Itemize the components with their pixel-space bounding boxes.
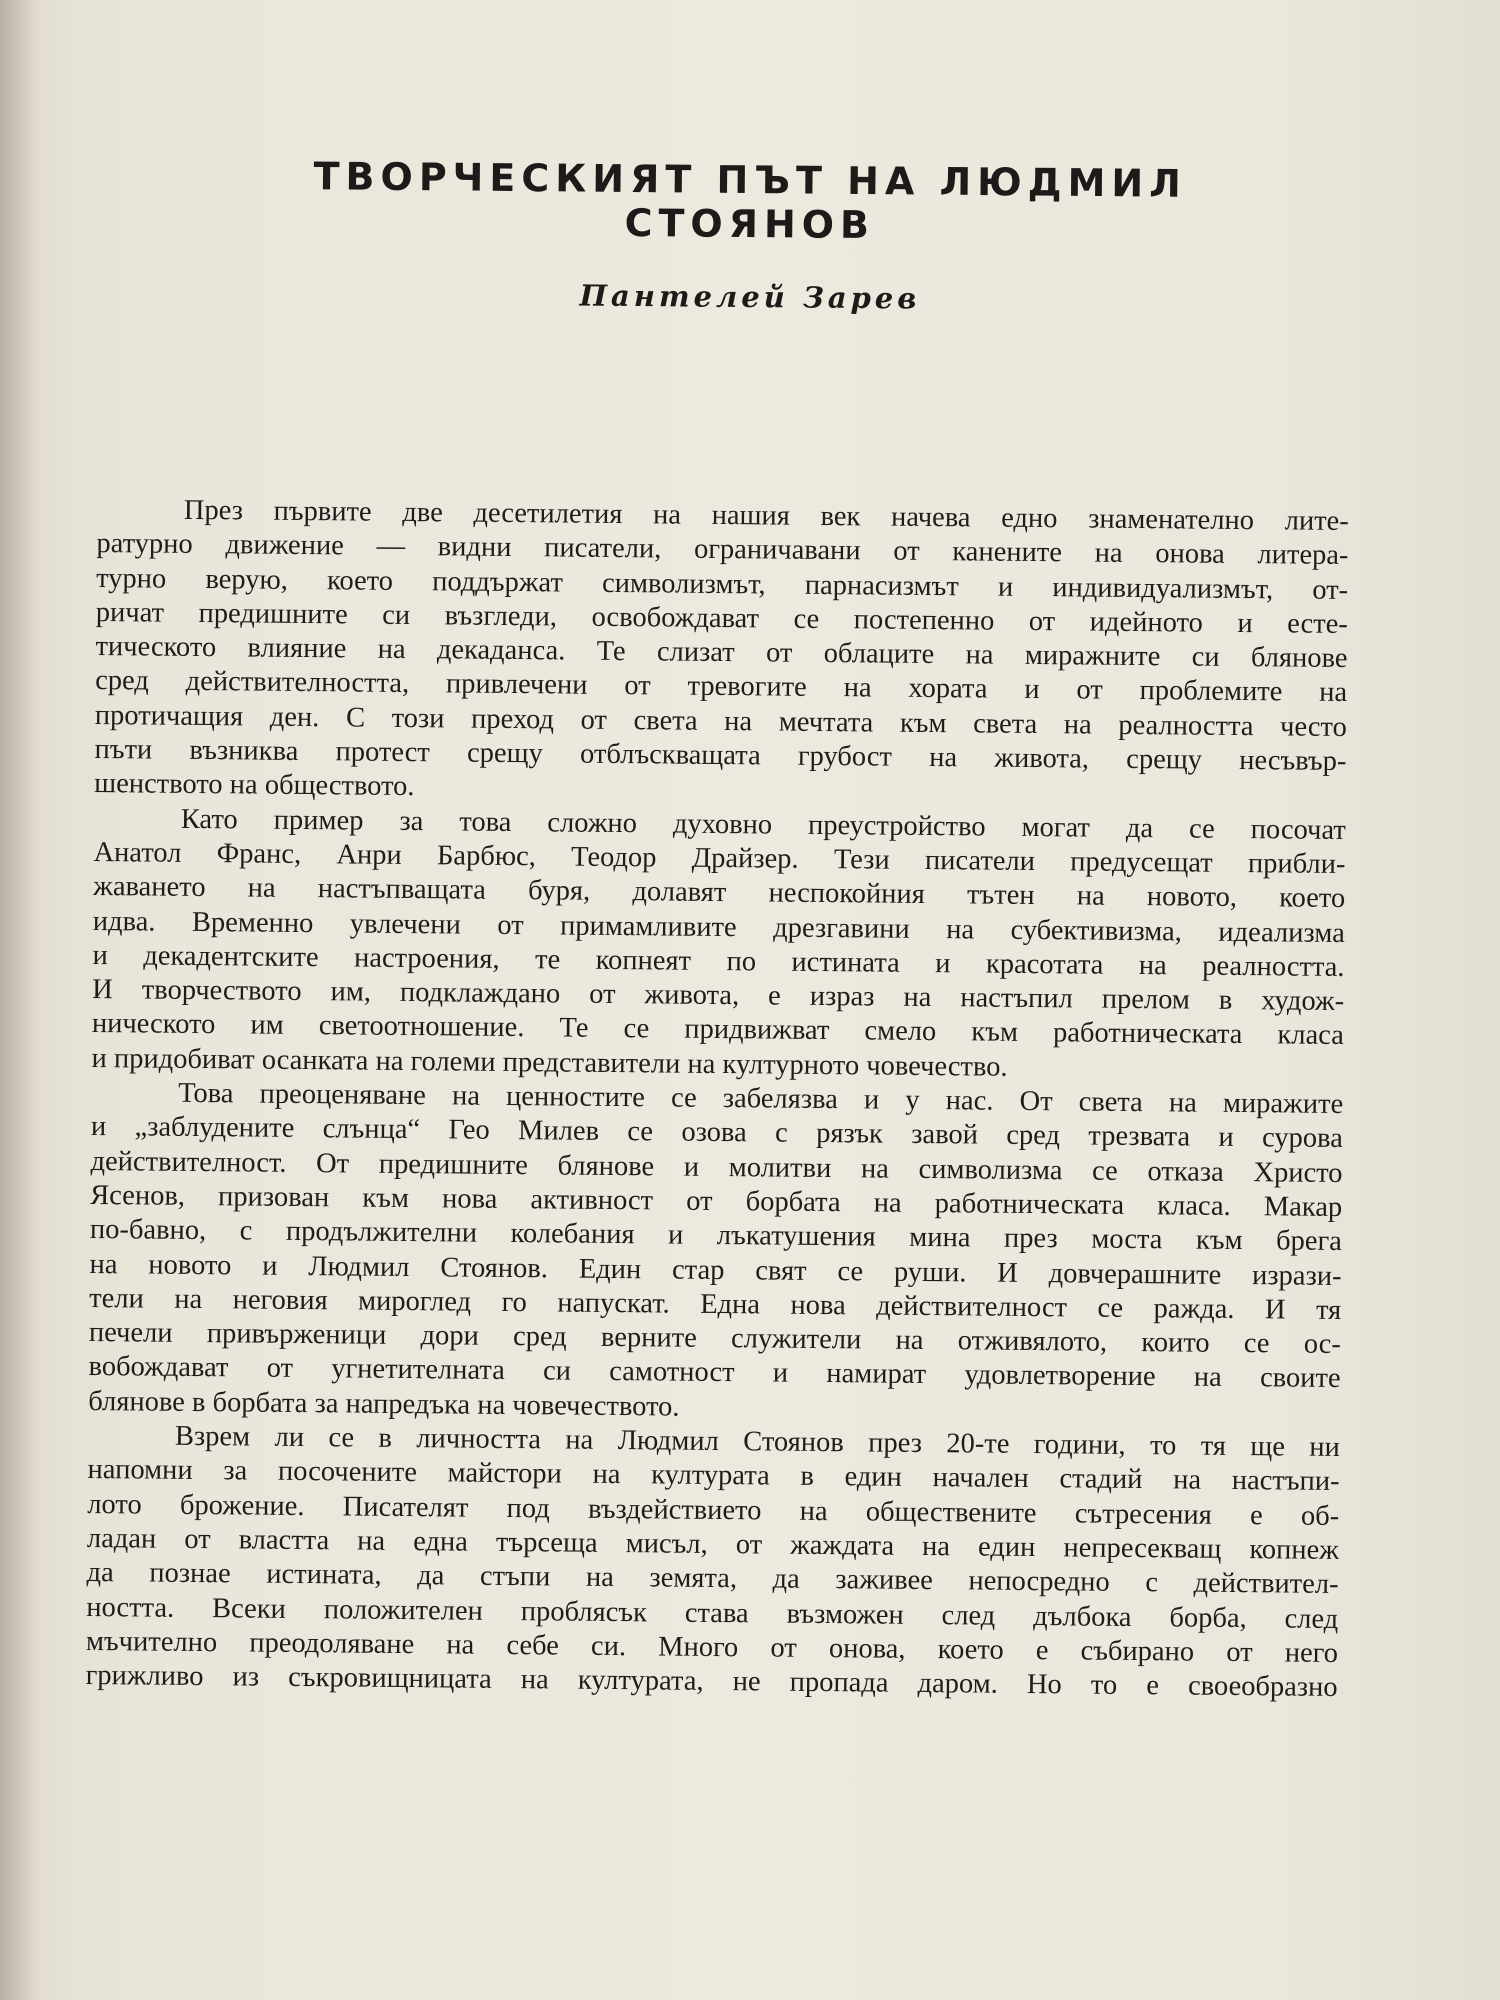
text-line: действителност. От предишните блянове и молитви на символизма се отказа Христо (90, 1145, 1343, 1189)
text-line: и декадентските настроения, те копнеят по истината и красотата на реалността. (92, 939, 1345, 983)
text-line: ническото им светоотношение. Те се придвижват смело към работническата класа (91, 1008, 1344, 1052)
text-line: жаването на настъпващата буря, долавят неспокойния тътен на новото, което (93, 871, 1346, 915)
text-line: и „заблудените слънца“ Гео Милев се озова с рязък завой сред трезвата и сурова (90, 1111, 1344, 1155)
text-line: блянове в борбата за напредъка на човечеството. (88, 1385, 680, 1423)
article-author: Пантелей Зарев (579, 278, 921, 316)
text-line: да познае истината, да стъпи на земята, да заживее непосредно с действител- (86, 1557, 1339, 1601)
text-line: лото брожение. Писателят под въздействието на обществените сътресения е об- (87, 1488, 1340, 1532)
text-line: През първите две десетилетия на нашия век начева едно знаменателно лите- (183, 494, 1349, 538)
text-line: напомни за посочените майстори на културата в един начален стадий на настъпи- (87, 1454, 1340, 1498)
text-line: Анатол Франс, Анри Барбюс, Теодор Драйзер. Тези писатели предусещат прибли- (93, 836, 1346, 880)
text-line: идва. Временно увлечени от примамливите дрезгавини на субективизма, идеализма (92, 905, 1345, 949)
text-line: печели привърженици дори сред верните служители на отживялото, които се ос- (88, 1317, 1342, 1361)
text-line: грижливо из съкровищницата на културата, не пропада даром. Но то е своеобразно (85, 1660, 1338, 1704)
text-line: И творчеството им, подклаждано от живота, е израз на настъпил прелом в худож- (92, 974, 1345, 1018)
text-line: сред действителността, привлечени от тревогите на хората и от проблемите на (95, 665, 1348, 709)
paragraph-3 (88, 1076, 1343, 1431)
text-line: пъти възниква протест срещу отблъскващата грубост на живота, срещу несъвър- (94, 734, 1347, 778)
paragraph-1 (94, 493, 1349, 814)
text-line: Като пример за това сложно духовно преустройство могат да се посочат (180, 803, 1346, 846)
text-line: ратурно движение — видни писатели, ограничавани от канените на онова литера- (96, 528, 1349, 572)
text-line: ността. Всеки положителен проблясък става възможен след дълбока борба, след (86, 1591, 1339, 1635)
text-line: мъчително преодоляване на себе си. Много от онова, което е събирано от него (85, 1625, 1339, 1669)
text-line: протичащия ден. С този преход от света на мечтата към света на реалността често (94, 699, 1347, 743)
paragraph-2 (91, 802, 1346, 1088)
text-line: шенството на обществото. (94, 768, 415, 803)
text-line: вобождават от угнетителната си самотност и намират удовлетворение на своите (88, 1351, 1341, 1395)
text-line: Това преоценяване на ценностите се забелязва и у нас. От света на миражите (178, 1077, 1344, 1121)
text-line: тическото влияние на декаданса. Те слизат от облаците на миражните си блянове (95, 631, 1348, 675)
text-line: ладан от властта на една търсеща мисъл, от жаждата на един непресекващ копнеж (86, 1522, 1340, 1566)
text-line: и придобиват осанката на големи представители на културното човечество. (91, 1042, 1008, 1083)
article-body (85, 493, 1348, 1705)
text-line: ричат предишните си възгледи, освобождават се постепенно от идейното и есте- (95, 596, 1348, 640)
text-line: тели на неговия мироглед го напускат. Една нова действителност се ражда. И тя (89, 1282, 1342, 1326)
text-line: турно верую, което поддържат символизмът, парнасизмът и индивидуализмът, от- (96, 562, 1349, 606)
text-line: на новото и Людмил Стоянов. Един стар свят се руши. И довчерашните изрази- (89, 1248, 1342, 1292)
paragraph-4 (85, 1419, 1340, 1705)
article-title: ТВОРЧЕСКИЯТ ПЪТ НА ЛЮДМИЛ СТОЯНОВ (313, 154, 1187, 248)
text-line: по-бавно, с продължителни колебания и лъкатушения мина през моста към брега (89, 1214, 1343, 1258)
text-line: Взрем ли се в личността на Людмил Стоянов през 20-те години, то тя ще ни (174, 1420, 1341, 1463)
text-line: Ясенов, призован към нова активност от борбата на работническата класа. Макар (90, 1179, 1343, 1223)
